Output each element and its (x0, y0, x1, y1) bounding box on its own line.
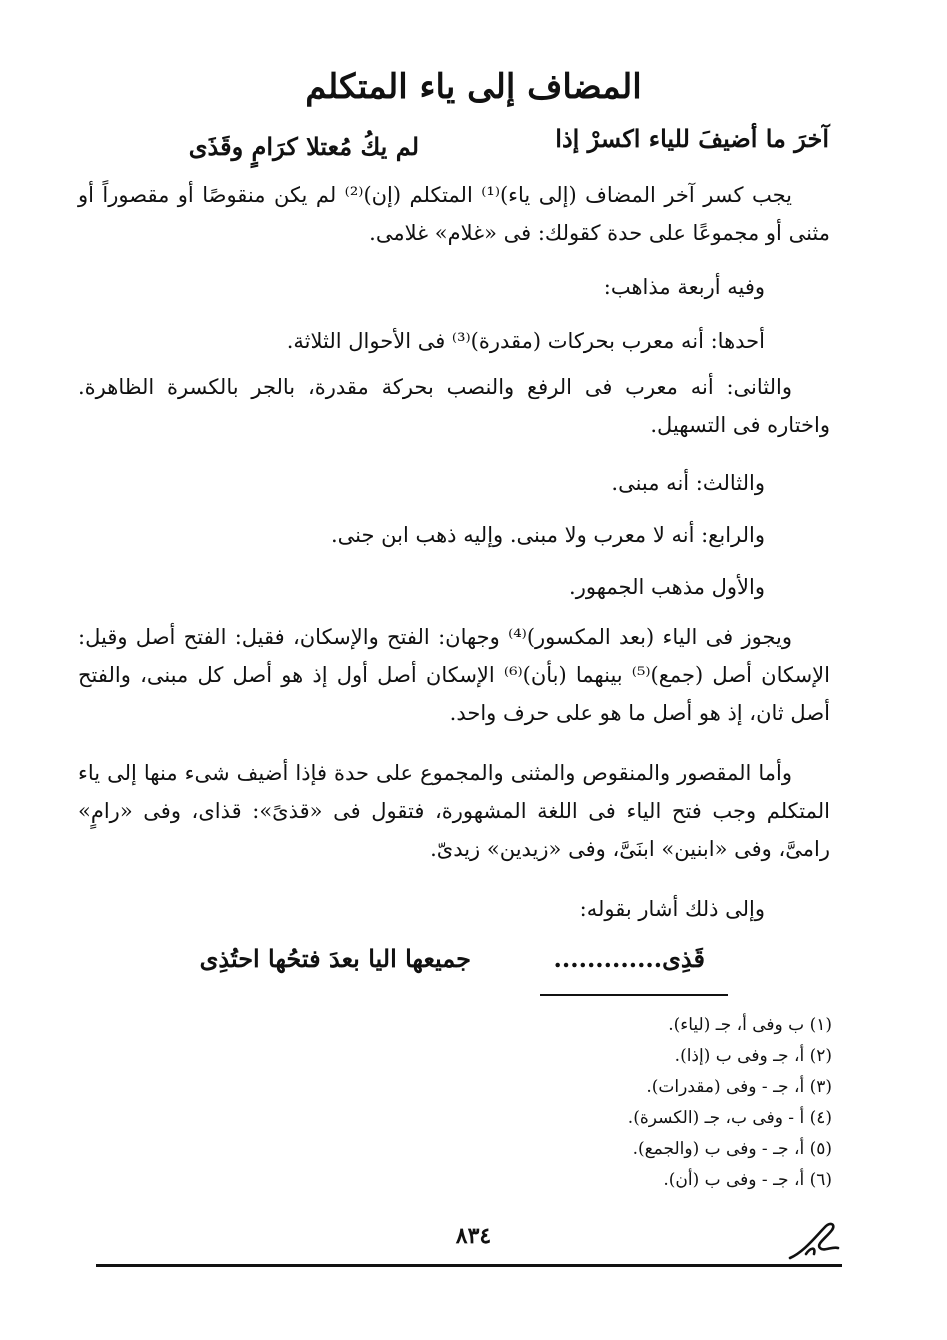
footnote-2: (٢) أ، جـ وفى ب (إذا). (674, 1046, 832, 1066)
paragraph-second-view: والثانى: أنه معرب فى الرفع والنصب بحركة مقدرة، بالجر بالكسرة الظاهرة. واختاره فى التسهيل. (78, 375, 830, 437)
footnote-3: (٣) أ، جـ - وفى (مقدرات). (646, 1077, 832, 1097)
verse-1-second-hemistich: لم يكُ مُعتلا كرَامٍ وقَذَى (188, 132, 419, 161)
handwritten-mark (786, 1218, 842, 1264)
paragraph-fourth-view: والرابع: أنه لا معرب ولا مبنى. وإليه ذهب ابن جنى. (330, 523, 765, 547)
footnote-5: (٥) أ، جـ - وفى ب (والجمع). (632, 1139, 832, 1159)
paragraph-intro: يجب كسر آخر المضاف (إلى ياء)⁽¹⁾ المتكلم (إن)⁽²⁾ لم يكن منقوصًا أو مقصوراً أو مثنى أو مجموعًا على حدة كقولك: فى «غلام» غلامى. (78, 183, 830, 245)
footnotes-list (560, 1010, 832, 1196)
verse-2-first-hemistich: قَذِى............. (553, 944, 705, 973)
verse-2-second-hemistich: جميعها اليا بعدَ فتحُها احتُذِى (199, 944, 471, 973)
paragraph-third-view: والثالث: أنه مبنى. (611, 471, 765, 495)
verse-1-first-hemistich: آخرَ ما أضيفَ للياء اكسرْ إذا (555, 124, 829, 153)
paragraph-majority-view: والأول مذهب الجمهور. (569, 575, 765, 599)
paragraph-maqsur-manqus: وأما المقصور والمنقوص والمثنى والمجموع على حدة فإذا أضيف شىء منها إلى ياء المتكلم وجب فتح الياء فى اللغة المشهورة، فتقول فى «قذىً»: قذاى، وفى «رامٍ» رامىَّ، وفى «ابنين» ابنَىَّ، وفى «زيدين» زيدىّ. (78, 761, 830, 861)
page-title: المضاف إلى ياء المتكلم (305, 67, 642, 107)
footnote-separator (540, 994, 728, 996)
paragraph-ya-vowels: ويجوز فى الياء (بعد المكسور)⁽⁴⁾ وجهان: الفتح والإسكان، فقيل: الفتح أصل وقيل: الإسكان أصل (جمع)⁽⁵⁾ بينهما (بأن)⁽⁶⁾ الإسكان أصل أول إذ هو أصل كل مبنى، والفتح أصل ثان، إذ هو أصل ما هو على حرف واحد. (78, 625, 830, 725)
footnote-6: (٦) أ، جـ - وفى ب (أن). (663, 1170, 832, 1190)
paragraph-reference: وإلى ذلك أشار بقوله: (579, 897, 765, 921)
footnote-1: (١) ب وفى أ، جـ (لياء). (668, 1015, 832, 1035)
page-bottom-rule (96, 1264, 842, 1267)
paragraph-first-view: أحدها: أنه معرب بحركات (مقدرة)⁽³⁾ فى الأحوال الثلاثة. (286, 329, 765, 353)
footnote-4: (٤) أ - وفى ب، جـ (الكسرة). (627, 1108, 832, 1128)
page-number: ٨٣٤ (455, 1223, 492, 1249)
paragraph-four-views: وفيه أربعة مذاهب: (603, 275, 765, 299)
